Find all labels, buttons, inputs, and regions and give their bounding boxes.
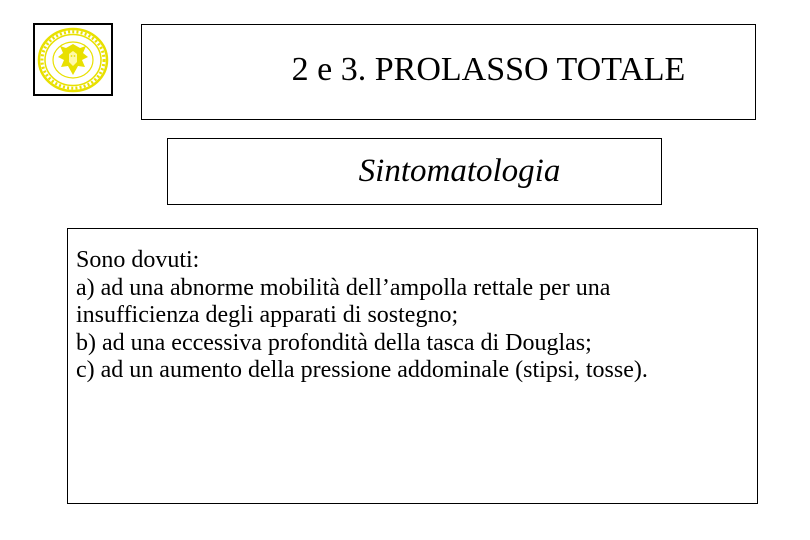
subtitle-box: [167, 138, 662, 205]
content-line: insufficienza degli apparati di sostegno;: [76, 302, 459, 328]
slide-subtitle: Sintomatologia: [358, 153, 561, 189]
university-seal-icon: [36, 26, 110, 94]
content-line: c) ad un aumento della pressione addominale (stipsi, tosse).: [76, 357, 648, 383]
title-box: [141, 24, 756, 120]
content-line: b) ad una eccessiva profondità della tasca di Douglas;: [76, 329, 592, 356]
slide-title: 2 e 3. PROLASSO TOTALE: [291, 51, 686, 88]
logo-frame: [33, 23, 113, 96]
content-box: [67, 228, 758, 504]
content-line: a) ad una abnorme mobilità dell’ampolla rettale per una: [76, 274, 611, 301]
content-line: Sono dovuti:: [76, 247, 200, 273]
